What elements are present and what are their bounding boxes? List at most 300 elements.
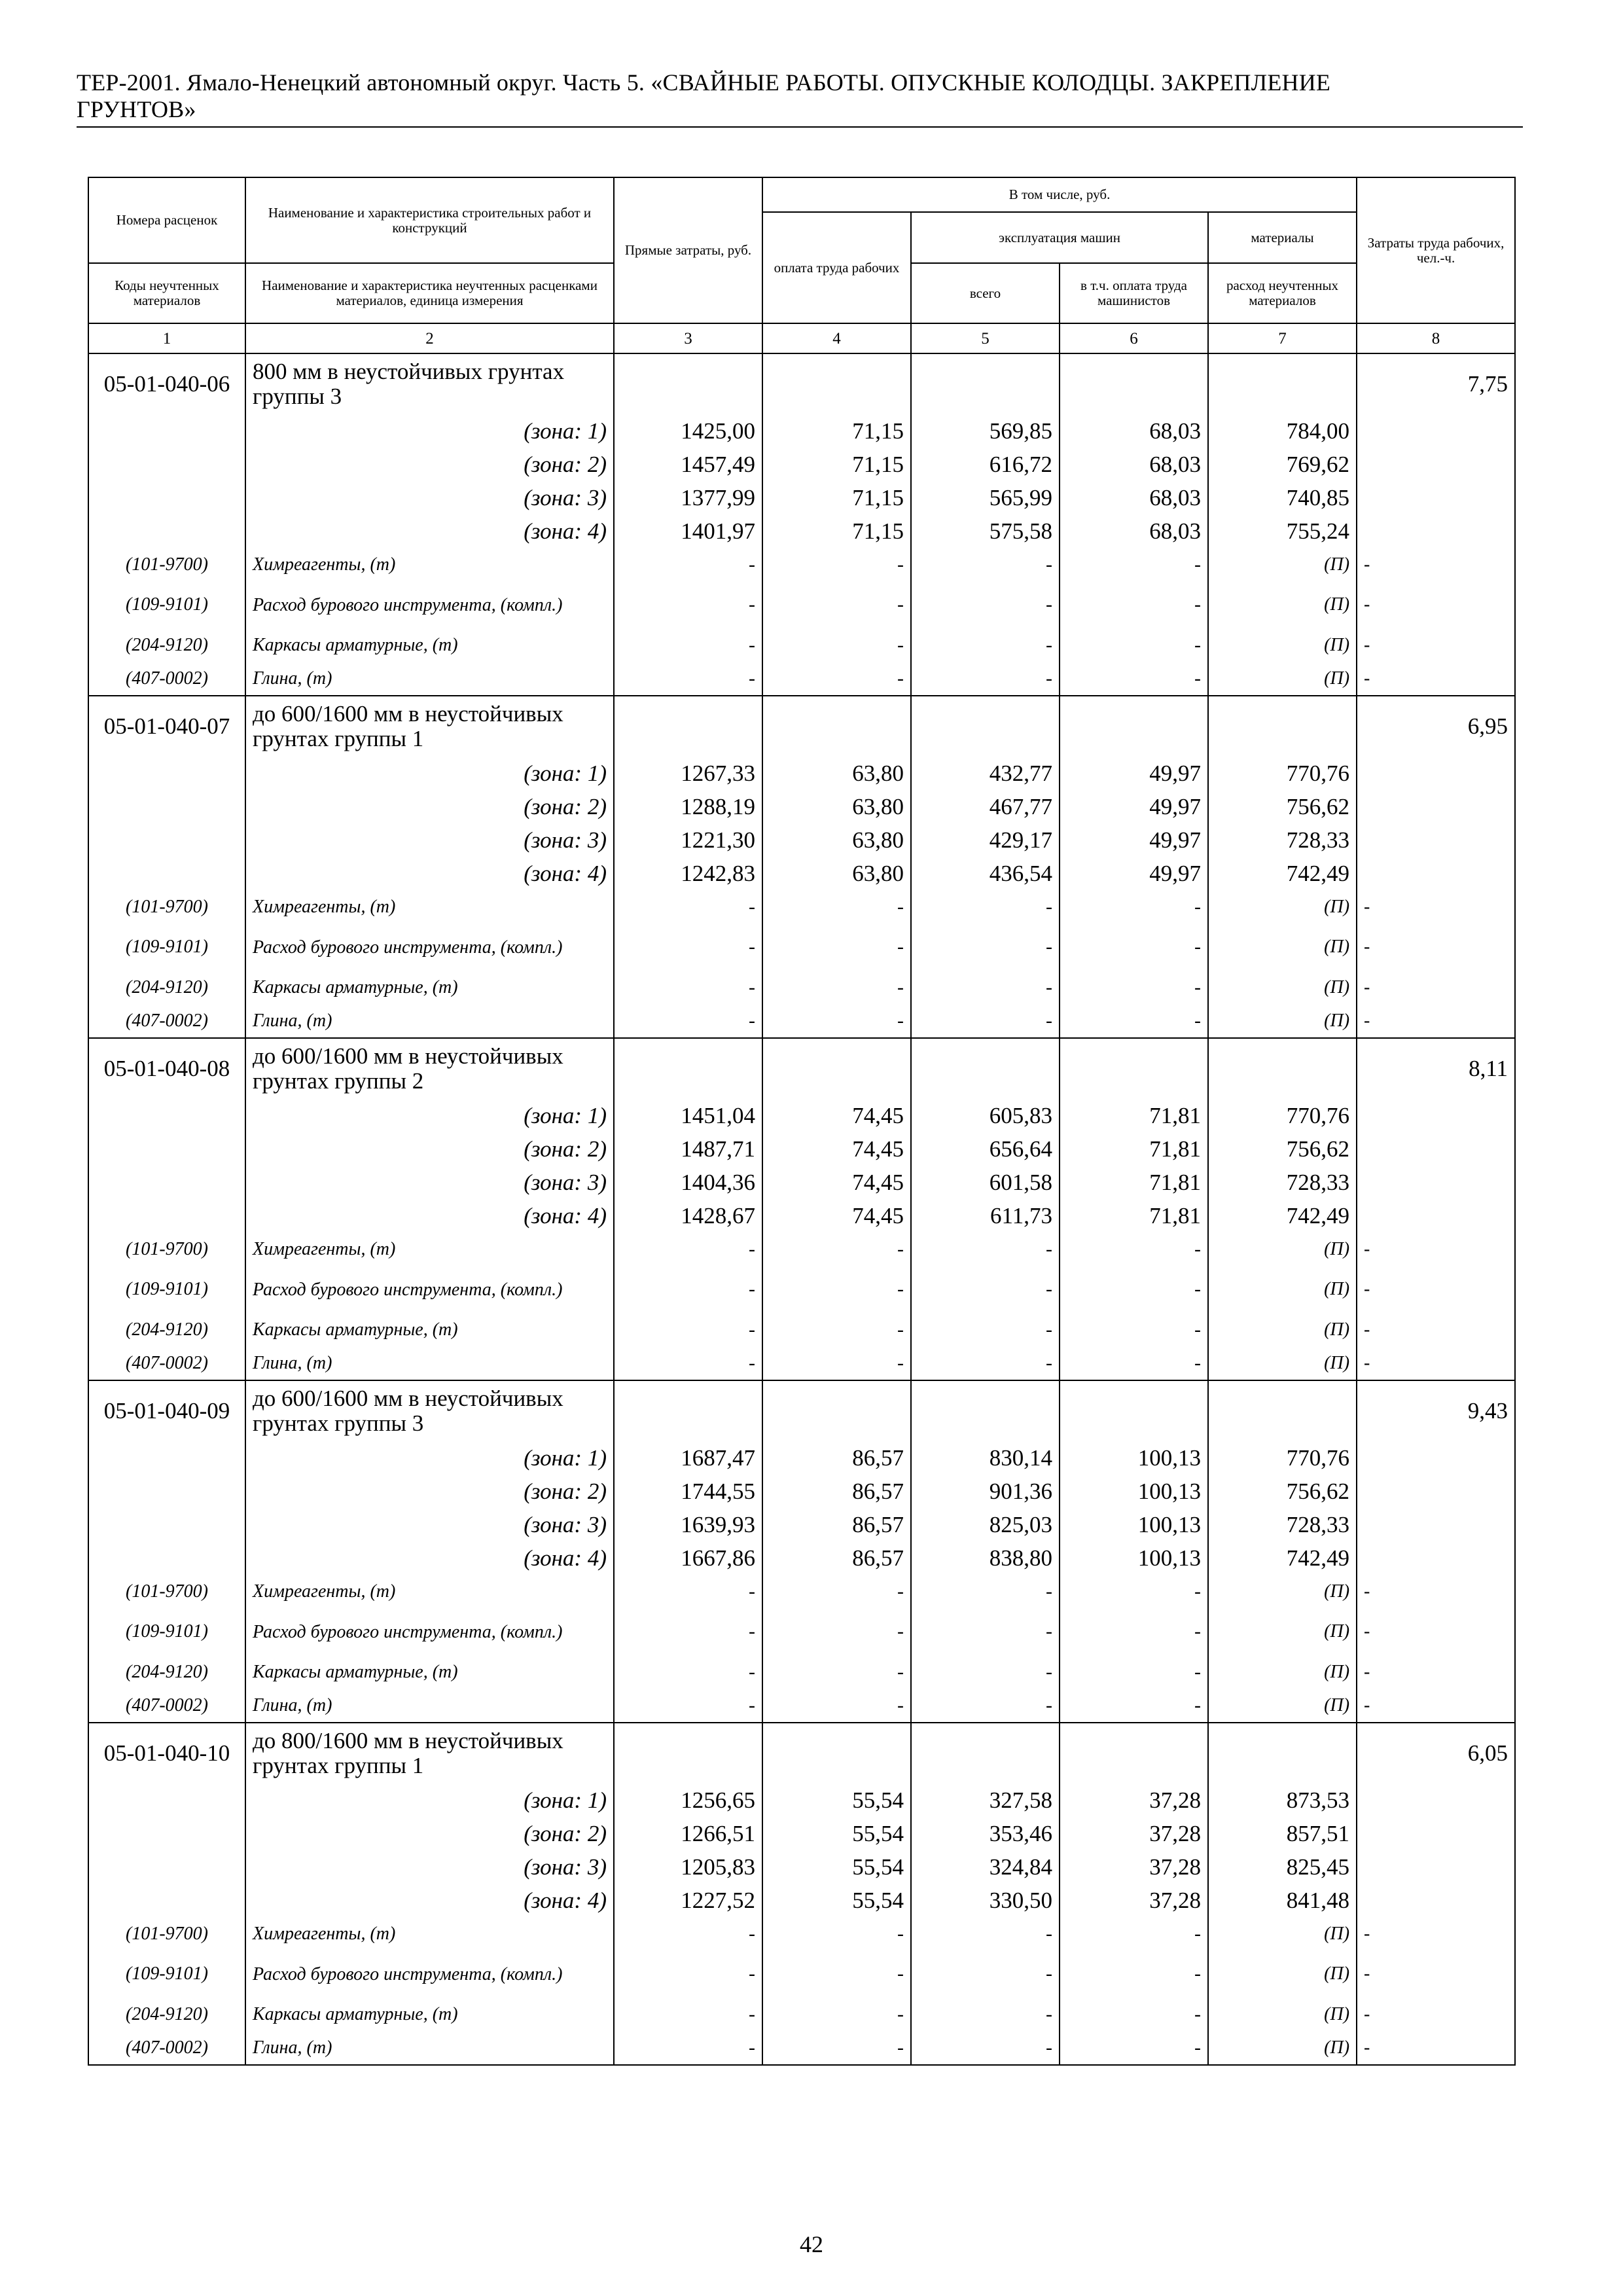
material-dash: - — [762, 581, 911, 628]
zone-label: (зона: 4) — [245, 1199, 614, 1232]
material-dash: - — [1357, 890, 1515, 924]
material-flag: (П) — [1208, 890, 1357, 924]
empty-cell — [88, 790, 245, 823]
material-row — [88, 1689, 1515, 1723]
material-row — [88, 548, 1515, 581]
empty-cell — [911, 1723, 1060, 1784]
material-dash: - — [1357, 1346, 1515, 1380]
zone-label: (зона: 3) — [245, 1508, 614, 1541]
empty-cell — [1208, 353, 1357, 414]
empty-cell — [614, 696, 762, 757]
material-dash: - — [762, 924, 911, 971]
empty-cell — [1357, 1541, 1515, 1575]
materials-cost: 756,62 — [1208, 790, 1357, 823]
material-dash: - — [911, 890, 1060, 924]
material-dash: - — [1060, 662, 1208, 696]
material-dash: - — [614, 1346, 762, 1380]
empty-cell — [88, 1441, 245, 1475]
material-dash: - — [1357, 1313, 1515, 1346]
material-dash: - — [1060, 1575, 1208, 1608]
machinist-wage: 49,97 — [1060, 857, 1208, 890]
machine-total: 565,99 — [911, 481, 1060, 514]
empty-cell — [1357, 790, 1515, 823]
material-dash: - — [911, 1575, 1060, 1608]
worker-wage: 55,54 — [762, 1784, 911, 1817]
material-code: (101-9700) — [88, 1917, 245, 1950]
machine-total: 569,85 — [911, 414, 1060, 448]
empty-cell — [1357, 757, 1515, 790]
material-dash: - — [762, 1232, 911, 1266]
zone-row — [88, 1441, 1515, 1475]
material-flag: (П) — [1208, 1689, 1357, 1723]
empty-cell — [614, 1038, 762, 1099]
material-dash: - — [1357, 1998, 1515, 2031]
material-dash: - — [762, 1266, 911, 1313]
machine-total: 656,64 — [911, 1132, 1060, 1166]
machine-total: 901,36 — [911, 1475, 1060, 1508]
material-dash: - — [911, 1689, 1060, 1723]
material-dash: - — [614, 1232, 762, 1266]
material-flag: (П) — [1208, 1346, 1357, 1380]
machinist-wage: 100,13 — [1060, 1475, 1208, 1508]
materials-cost: 770,76 — [1208, 1441, 1357, 1475]
material-flag: (П) — [1208, 1917, 1357, 1950]
empty-cell — [1357, 514, 1515, 548]
material-dash: - — [762, 1575, 911, 1608]
empty-cell — [1357, 823, 1515, 857]
direct-cost: 1377,99 — [614, 481, 762, 514]
worker-wage: 55,54 — [762, 1884, 911, 1917]
worker-wage: 63,80 — [762, 823, 911, 857]
direct-cost: 1267,33 — [614, 757, 762, 790]
material-dash: - — [1357, 581, 1515, 628]
material-dash: - — [614, 890, 762, 924]
material-code: (204-9120) — [88, 1655, 245, 1689]
empty-cell — [1357, 1817, 1515, 1850]
rate-code: 05-01-040-10 — [88, 1723, 245, 1784]
zone-label: (зона: 1) — [245, 757, 614, 790]
material-code: (109-9101) — [88, 581, 245, 628]
material-dash: - — [1060, 2031, 1208, 2065]
machinist-wage: 71,81 — [1060, 1132, 1208, 1166]
header-materials: материалы — [1208, 212, 1357, 263]
machine-total: 353,46 — [911, 1817, 1060, 1850]
empty-cell — [911, 353, 1060, 414]
materials-cost: 770,76 — [1208, 757, 1357, 790]
column-number: 8 — [1357, 323, 1515, 353]
empty-cell — [762, 353, 911, 414]
material-dash: - — [911, 1266, 1060, 1313]
material-name: Каркасы арматурные, (т) — [245, 628, 614, 662]
material-name: Химреагенты, (т) — [245, 1917, 614, 1950]
material-flag: (П) — [1208, 1575, 1357, 1608]
empty-cell — [1357, 481, 1515, 514]
worker-wage: 86,57 — [762, 1475, 911, 1508]
machine-total: 436,54 — [911, 857, 1060, 890]
rate-description: до 600/1600 мм в неустойчивых грунтах группы 1 — [245, 696, 614, 757]
zone-label: (зона: 2) — [245, 790, 614, 823]
zone-label: (зона: 1) — [245, 414, 614, 448]
material-dash: - — [1060, 1232, 1208, 1266]
empty-cell — [762, 696, 911, 757]
material-dash: - — [1060, 628, 1208, 662]
material-row — [88, 1608, 1515, 1655]
zone-label: (зона: 1) — [245, 1784, 614, 1817]
zone-row — [88, 1132, 1515, 1166]
materials-cost: 784,00 — [1208, 414, 1357, 448]
material-dash: - — [1357, 1232, 1515, 1266]
worker-wage: 71,15 — [762, 481, 911, 514]
material-dash: - — [1357, 1608, 1515, 1655]
empty-cell — [88, 823, 245, 857]
materials-cost: 857,51 — [1208, 1817, 1357, 1850]
material-dash: - — [1060, 890, 1208, 924]
material-flag: (П) — [1208, 1608, 1357, 1655]
material-name: Расход бурового инструмента, (компл.) — [245, 1266, 614, 1313]
empty-cell — [1060, 696, 1208, 757]
machine-total: 838,80 — [911, 1541, 1060, 1575]
rate-description: 800 мм в неустойчивых грунтах группы 3 — [245, 353, 614, 414]
table-row — [88, 1723, 1515, 1784]
empty-cell — [1357, 1099, 1515, 1132]
material-code: (407-0002) — [88, 1346, 245, 1380]
labor-cost: 7,75 — [1357, 353, 1515, 414]
material-name: Каркасы арматурные, (т) — [245, 1313, 614, 1346]
header-machine-operation: эксплуатация машин — [911, 212, 1208, 263]
material-dash: - — [614, 1266, 762, 1313]
empty-cell — [88, 1884, 245, 1917]
labor-cost: 6,95 — [1357, 696, 1515, 757]
material-dash: - — [911, 1950, 1060, 1998]
material-dash: - — [1357, 1575, 1515, 1608]
material-dash: - — [614, 1950, 762, 1998]
material-name: Расход бурового инструмента, (компл.) — [245, 1608, 614, 1655]
material-dash: - — [1357, 1689, 1515, 1723]
header-rule — [77, 126, 1523, 128]
direct-cost: 1205,83 — [614, 1850, 762, 1884]
zone-row — [88, 1199, 1515, 1232]
rate-description: до 600/1600 мм в неустойчивых грунтах группы 3 — [245, 1380, 614, 1441]
material-flag: (П) — [1208, 1266, 1357, 1313]
zone-row — [88, 1817, 1515, 1850]
page-header — [77, 69, 1523, 123]
material-code: (109-9101) — [88, 1950, 245, 1998]
table-row — [88, 353, 1515, 414]
material-name: Глина, (т) — [245, 1346, 614, 1380]
material-dash: - — [1357, 628, 1515, 662]
material-dash: - — [1060, 1266, 1208, 1313]
materials-cost: 742,49 — [1208, 1541, 1357, 1575]
machine-total: 830,14 — [911, 1441, 1060, 1475]
direct-cost: 1687,47 — [614, 1441, 762, 1475]
material-dash: - — [1357, 971, 1515, 1004]
material-dash: - — [911, 2031, 1060, 2065]
empty-cell — [762, 1723, 911, 1784]
material-dash: - — [1060, 1998, 1208, 2031]
direct-cost: 1639,93 — [614, 1508, 762, 1541]
empty-cell — [1357, 1475, 1515, 1508]
rate-code: 05-01-040-09 — [88, 1380, 245, 1441]
material-code: (204-9120) — [88, 1998, 245, 2031]
materials-cost: 841,48 — [1208, 1884, 1357, 1917]
empty-cell — [1357, 1784, 1515, 1817]
machine-total: 825,03 — [911, 1508, 1060, 1541]
direct-cost: 1288,19 — [614, 790, 762, 823]
empty-cell — [1060, 353, 1208, 414]
material-row — [88, 1998, 1515, 2031]
material-row — [88, 1917, 1515, 1950]
materials-cost: 769,62 — [1208, 448, 1357, 481]
material-dash: - — [911, 1313, 1060, 1346]
zone-label: (зона: 4) — [245, 857, 614, 890]
header-machines-total: всего — [911, 263, 1060, 323]
zone-row — [88, 1884, 1515, 1917]
header-material-description: Наименование и характеристика неучтенных расценками материалов, единица измерения — [245, 263, 614, 323]
column-number: 7 — [1208, 323, 1357, 353]
direct-cost: 1428,67 — [614, 1199, 762, 1232]
worker-wage: 63,80 — [762, 790, 911, 823]
material-flag: (П) — [1208, 1004, 1357, 1038]
material-row — [88, 2031, 1515, 2065]
empty-cell — [911, 1380, 1060, 1441]
material-dash: - — [762, 662, 911, 696]
material-dash: - — [614, 1689, 762, 1723]
material-dash: - — [1060, 924, 1208, 971]
material-dash: - — [614, 924, 762, 971]
material-dash: - — [614, 1608, 762, 1655]
zone-label: (зона: 1) — [245, 1441, 614, 1475]
material-dash: - — [762, 1998, 911, 2031]
labor-cost: 8,11 — [1357, 1038, 1515, 1099]
worker-wage: 86,57 — [762, 1508, 911, 1541]
material-code: (204-9120) — [88, 971, 245, 1004]
rate-description: до 800/1600 мм в неустойчивых грунтах группы 1 — [245, 1723, 614, 1784]
machine-total: 330,50 — [911, 1884, 1060, 1917]
direct-cost: 1404,36 — [614, 1166, 762, 1199]
material-dash: - — [614, 2031, 762, 2065]
machine-total: 432,77 — [911, 757, 1060, 790]
material-dash: - — [762, 890, 911, 924]
zone-row — [88, 757, 1515, 790]
empty-cell — [88, 1199, 245, 1232]
empty-cell — [1208, 1723, 1357, 1784]
header-rate-numbers: Номера расценок — [88, 177, 245, 263]
materials-cost: 873,53 — [1208, 1784, 1357, 1817]
zone-row — [88, 1541, 1515, 1575]
header-material-codes: Коды неучтенных материалов — [88, 263, 245, 323]
materials-cost: 756,62 — [1208, 1475, 1357, 1508]
empty-cell — [88, 1817, 245, 1850]
empty-cell — [762, 1038, 911, 1099]
material-dash: - — [762, 1950, 911, 1998]
machine-total: 605,83 — [911, 1099, 1060, 1132]
material-dash: - — [614, 628, 762, 662]
material-dash: - — [1357, 1655, 1515, 1689]
machinist-wage: 100,13 — [1060, 1441, 1208, 1475]
zone-label: (зона: 1) — [245, 1099, 614, 1132]
material-dash: - — [1060, 1689, 1208, 1723]
empty-cell — [1357, 1884, 1515, 1917]
empty-cell — [1357, 1199, 1515, 1232]
empty-cell — [1060, 1723, 1208, 1784]
empty-cell — [1357, 1441, 1515, 1475]
machinist-wage: 71,81 — [1060, 1166, 1208, 1199]
worker-wage: 55,54 — [762, 1850, 911, 1884]
direct-cost: 1425,00 — [614, 414, 762, 448]
machinist-wage: 37,28 — [1060, 1784, 1208, 1817]
empty-cell — [88, 857, 245, 890]
material-flag: (П) — [1208, 1232, 1357, 1266]
header-machinist-wages: в т.ч. оплата труда машинистов — [1060, 263, 1208, 323]
direct-cost: 1744,55 — [614, 1475, 762, 1508]
machine-total: 601,58 — [911, 1166, 1060, 1199]
material-dash: - — [762, 628, 911, 662]
direct-cost: 1266,51 — [614, 1817, 762, 1850]
machinist-wage: 68,03 — [1060, 414, 1208, 448]
empty-cell — [88, 1132, 245, 1166]
material-flag: (П) — [1208, 924, 1357, 971]
material-dash: - — [1060, 581, 1208, 628]
zone-row — [88, 448, 1515, 481]
zone-label: (зона: 2) — [245, 1132, 614, 1166]
column-number: 5 — [911, 323, 1060, 353]
material-dash: - — [911, 1655, 1060, 1689]
machinist-wage: 100,13 — [1060, 1508, 1208, 1541]
material-dash: - — [762, 1004, 911, 1038]
zone-label: (зона: 3) — [245, 481, 614, 514]
material-dash: - — [911, 1232, 1060, 1266]
material-dash: - — [911, 924, 1060, 971]
material-dash: - — [1357, 1950, 1515, 1998]
page-number: 42 — [800, 2231, 823, 2257]
zone-label: (зона: 4) — [245, 1541, 614, 1575]
material-row — [88, 1655, 1515, 1689]
material-code: (109-9101) — [88, 1266, 245, 1313]
material-name: Расход бурового инструмента, (компл.) — [245, 1950, 614, 1998]
material-dash: - — [1357, 924, 1515, 971]
worker-wage: 74,45 — [762, 1166, 911, 1199]
material-code: (204-9120) — [88, 628, 245, 662]
material-dash: - — [911, 1346, 1060, 1380]
zone-row — [88, 514, 1515, 548]
material-flag: (П) — [1208, 581, 1357, 628]
material-dash: - — [762, 1608, 911, 1655]
material-dash: - — [1357, 1266, 1515, 1313]
empty-cell — [88, 481, 245, 514]
materials-cost: 728,33 — [1208, 823, 1357, 857]
column-number: 4 — [762, 323, 911, 353]
empty-cell — [1208, 1380, 1357, 1441]
material-dash: - — [1357, 548, 1515, 581]
material-dash: - — [614, 548, 762, 581]
empty-cell — [1357, 1508, 1515, 1541]
material-name: Глина, (т) — [245, 2031, 614, 2065]
material-dash: - — [911, 628, 1060, 662]
empty-cell — [614, 1380, 762, 1441]
empty-cell — [762, 1380, 911, 1441]
material-code: (407-0002) — [88, 1004, 245, 1038]
materials-cost: 742,49 — [1208, 857, 1357, 890]
machinist-wage: 68,03 — [1060, 514, 1208, 548]
empty-cell — [1357, 448, 1515, 481]
empty-cell — [1060, 1380, 1208, 1441]
machinist-wage: 49,97 — [1060, 757, 1208, 790]
header-unaccounted-materials: расход неучтенных материалов — [1208, 263, 1357, 323]
empty-cell — [88, 757, 245, 790]
machine-total: 575,58 — [911, 514, 1060, 548]
empty-cell — [88, 514, 245, 548]
rate-code: 05-01-040-06 — [88, 353, 245, 414]
material-row — [88, 662, 1515, 696]
material-dash: - — [614, 1998, 762, 2031]
table-body — [88, 353, 1515, 2065]
material-dash: - — [614, 1655, 762, 1689]
material-row — [88, 1313, 1515, 1346]
material-name: Каркасы арматурные, (т) — [245, 1998, 614, 2031]
zone-label: (зона: 2) — [245, 1817, 614, 1850]
empty-cell — [1208, 1038, 1357, 1099]
material-row — [88, 1950, 1515, 1998]
direct-cost: 1667,86 — [614, 1541, 762, 1575]
worker-wage: 71,15 — [762, 448, 911, 481]
material-flag: (П) — [1208, 2031, 1357, 2065]
machinist-wage: 68,03 — [1060, 448, 1208, 481]
material-dash: - — [911, 548, 1060, 581]
material-name: Глина, (т) — [245, 1004, 614, 1038]
empty-cell — [614, 1723, 762, 1784]
empty-cell — [88, 1166, 245, 1199]
material-row — [88, 1575, 1515, 1608]
zone-label: (зона: 2) — [245, 1475, 614, 1508]
rate-code: 05-01-040-07 — [88, 696, 245, 757]
material-dash: - — [911, 662, 1060, 696]
zone-row — [88, 1850, 1515, 1884]
header-labor-costs: Затраты труда рабочих, чел.-ч. — [1357, 177, 1515, 323]
empty-cell — [1060, 1038, 1208, 1099]
material-dash: - — [762, 548, 911, 581]
material-row — [88, 581, 1515, 628]
material-flag: (П) — [1208, 628, 1357, 662]
zone-label: (зона: 3) — [245, 823, 614, 857]
worker-wage: 74,45 — [762, 1199, 911, 1232]
machine-total: 611,73 — [911, 1199, 1060, 1232]
header-work-description: Наименование и характеристика строительных работ и конструкций — [245, 177, 614, 263]
material-code: (101-9700) — [88, 548, 245, 581]
zone-label: (зона: 3) — [245, 1850, 614, 1884]
zone-row — [88, 823, 1515, 857]
machinist-wage: 49,97 — [1060, 790, 1208, 823]
empty-cell — [1357, 414, 1515, 448]
zone-row — [88, 1784, 1515, 1817]
machinist-wage: 49,97 — [1060, 823, 1208, 857]
header-title-line-2: ГРУНТОВ» — [77, 96, 196, 122]
material-dash: - — [614, 1004, 762, 1038]
column-number: 2 — [245, 323, 614, 353]
material-name: Каркасы арматурные, (т) — [245, 1655, 614, 1689]
machine-total: 429,17 — [911, 823, 1060, 857]
zone-row — [88, 790, 1515, 823]
zone-row — [88, 481, 1515, 514]
empty-cell — [88, 1508, 245, 1541]
zone-row — [88, 1475, 1515, 1508]
rates-table — [88, 177, 1516, 2066]
empty-cell — [1357, 1166, 1515, 1199]
empty-cell — [88, 414, 245, 448]
empty-cell — [614, 353, 762, 414]
worker-wage: 63,80 — [762, 857, 911, 890]
machinist-wage: 37,28 — [1060, 1817, 1208, 1850]
material-code: (101-9700) — [88, 1232, 245, 1266]
